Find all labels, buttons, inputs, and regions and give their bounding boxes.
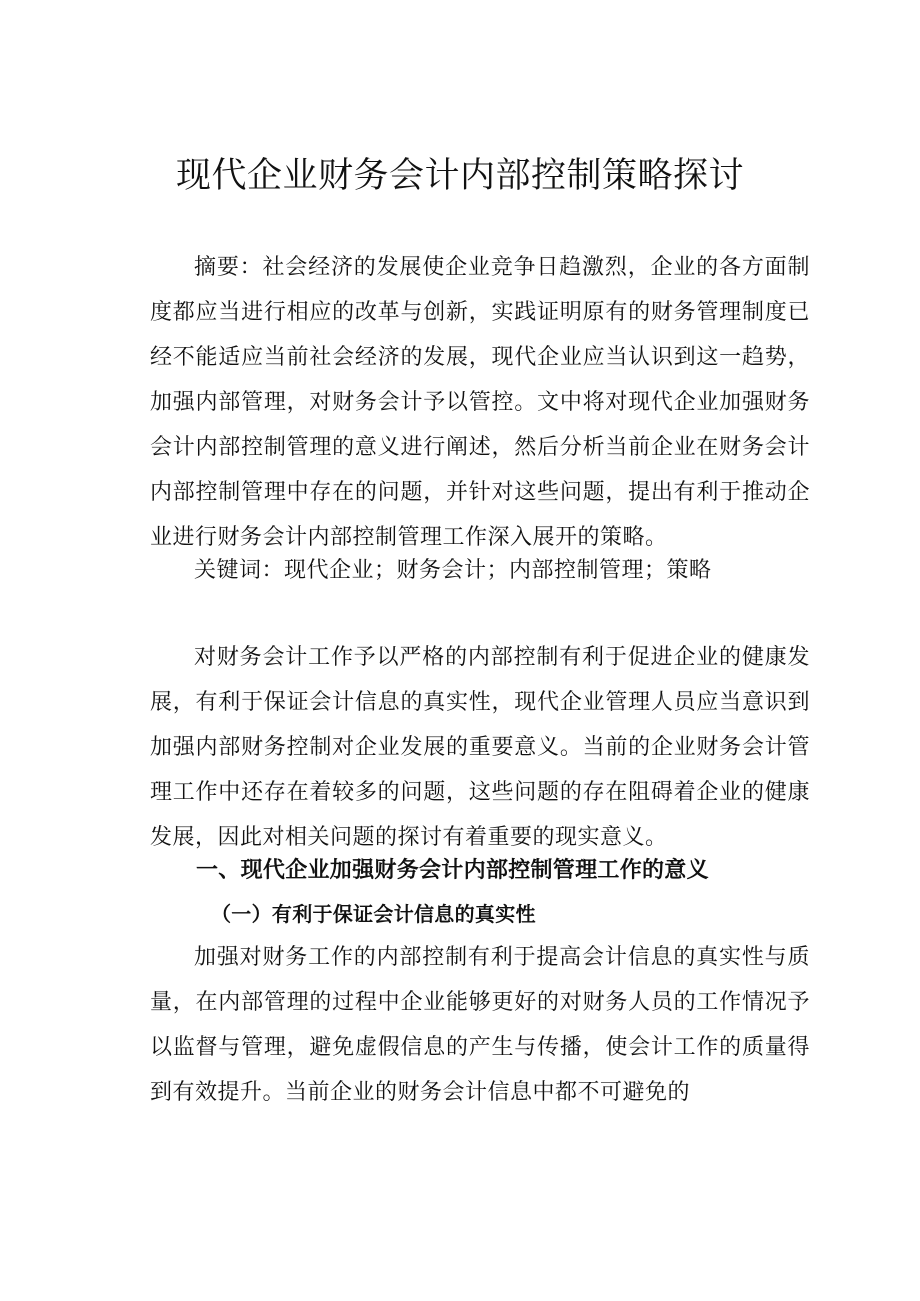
intro-paragraph: 对财务会计工作予以严格的内部控制有利于促进企业的健康发展，有利于保证会计信息的真实性，现代企业管理人员应当意识到加强内部财务控制对企业发展的重要意义。当前的企业财务会计管理工作中还存在着较多的问题，这些问题的存在阻碍着企业的健康发展，因此对相关问题的探讨有着重要的现实意义。	[150, 645, 810, 850]
section-heading-1: 一、现代企业加强财务会计内部控制管理工作的意义	[196, 858, 709, 883]
keywords-line: 关键词：现代企业；财务会计；内部控制管理；策略	[194, 558, 712, 583]
abstract-paragraph: 摘要：社会经济的发展使企业竞争日趋激烈，企业的各方面制度都应当进行相应的改革与创新，实践证明原有的财务管理制度已经不能适应当前社会经济的发展，现代企业应当认识到这一趋势，加强内部管理，对财务会计予以管控。文中将对现代企业加强财务会计内部控制管理的意义进行阐述，然后分析当前企业在财务会计内部控制管理中存在的问题，并针对这些问题，提出有利于推动企业进行财务会计内部控制管理工作深入展开的策略。	[150, 255, 810, 550]
subsection-1-paragraph: 加强对财务工作的内部控制有利于提高会计信息的真实性与质量，在内部管理的过程中企业能够更好的对财务人员的工作情况予以监督与管理，避免虚假信息的产生与传播，使会计工作的质量得到有效提升。当前企业的财务会计信息中都不可避免的	[150, 945, 810, 1105]
subsection-heading-1: （一）有利于保证会计信息的真实性	[211, 902, 536, 926]
document-title: 现代企业财务会计内部控制策略探讨	[175, 156, 744, 196]
